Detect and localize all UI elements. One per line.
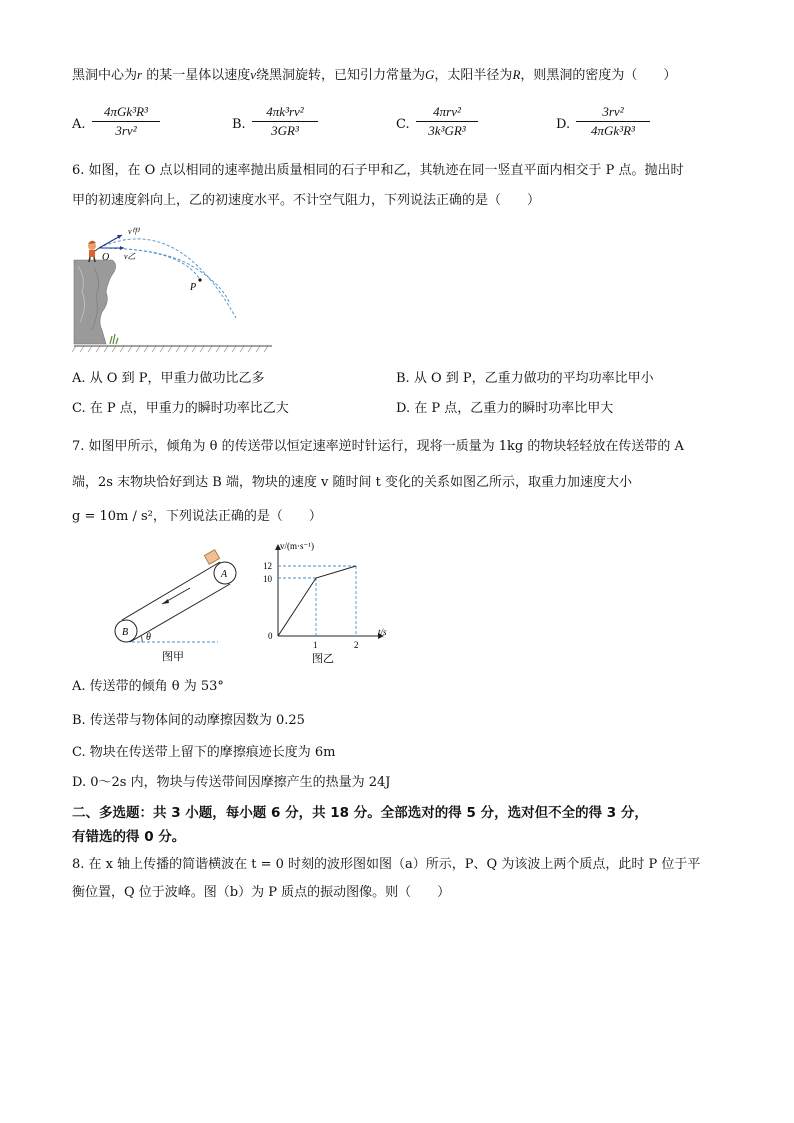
grass xyxy=(110,334,118,344)
belt-top xyxy=(122,562,220,620)
q6-stem-line2: 甲的初速度斜向上，乙的初速度水平。不计空气阻力，下列说法正确的是（ ） xyxy=(72,193,541,208)
q5-option-a-numerator: 4πGk³R³ xyxy=(104,104,148,119)
q8-stem-line1: 8. 在 x 轴上传播的简谐横波在 t = 0 时刻的波形图如图（a）所示，P、Q 为该波上两个质点，此时 P 位于平 xyxy=(72,857,701,872)
q8-stem-line2: 衡位置，Q 位于波峰。图（b）为 P 质点的振动图像。则（ ） xyxy=(72,885,451,900)
y-axis-label: v/(m·s⁻¹) xyxy=(280,541,314,551)
x-axis-label: t/s xyxy=(378,627,387,637)
ytick-0: 0 xyxy=(268,631,273,641)
ytick-12: 12 xyxy=(263,561,272,571)
q5-option-c-denominator: 3k³GR³ xyxy=(428,123,466,138)
q5-option-d-fraction xyxy=(576,104,650,139)
q6-option-d: D. 在 P 点，乙重力的瞬时功率比甲大 xyxy=(396,401,614,416)
q5-option-c-fraction xyxy=(416,104,478,139)
q7-stem-line1: 7. 如图甲所示，倾角为 θ 的传送带以恒定速率逆时针运行，现将一质量为 1kg 的物块轻轻放在传送带的 A xyxy=(72,439,684,454)
xtick-1: 1 xyxy=(313,640,318,650)
q5-option-b-denominator: 3GR³ xyxy=(271,123,299,138)
q7-option-d: D. 0～2s 内，物块与传送带间因摩擦产生的热量为 24J xyxy=(72,775,391,790)
label-theta: θ xyxy=(146,632,151,643)
q7-stem-line3: g = 10m / s²，下列说法正确的是（ ） xyxy=(72,509,322,524)
q5-option-d-numerator: 3rv² xyxy=(602,104,624,119)
q5-option-a-fraction xyxy=(92,104,160,139)
q5-option-d-label: D. xyxy=(556,117,571,132)
q5-option-c-label: C. xyxy=(396,117,410,132)
q6-option-a: A. 从 O 到 P，甲重力做功比乙多 xyxy=(72,371,265,386)
q7-option-b: B. 传送带与物体间的动摩擦因数为 0.25 xyxy=(72,713,305,728)
label-o: O xyxy=(102,252,110,263)
q7-figure-jia xyxy=(106,548,246,664)
q7-stem-line2: 端，2s 末物块恰好到达 B 端，物块的速度 v 随时间 t 变化的关系如图乙所示，取重力加速度大小 xyxy=(72,475,632,490)
block xyxy=(204,550,219,565)
label-v-yi: v乙 xyxy=(124,252,136,261)
caption-jia: 图甲 xyxy=(162,650,184,663)
q5-option-c-numerator: 4πrv² xyxy=(433,104,461,119)
belt-bottom xyxy=(130,584,230,642)
q7-option-c: C. 物块在传送带上留下的摩擦痕迹长度为 6m xyxy=(72,745,336,760)
q7-figure-yi xyxy=(258,536,398,666)
q5-option-a-denominator: 3rv² xyxy=(115,123,137,138)
q5-option-b-fraction xyxy=(252,104,318,139)
q5-option-a-label: A. xyxy=(72,117,86,132)
q6-option-b: B. 从 O 到 P，乙重力做功的平均功率比甲小 xyxy=(396,371,654,386)
q6-stem-line1: 6. 如图，在 O 点以相同的速率抛出质量相同的石子甲和乙，其轨迹在同一竖直平面内相交于 P 点。抛出时 xyxy=(72,163,684,178)
cliff-shape xyxy=(74,260,116,344)
xtick-2: 2 xyxy=(354,640,359,650)
q5-option-b-label: B. xyxy=(232,117,246,132)
q5-option-d-denominator: 4πGk³R³ xyxy=(591,123,635,138)
label-v-jia: v甲 xyxy=(128,227,140,236)
q5-stem: 黑洞中心为r 的某一星体以速度v绕黑洞旋转，已知引力常量为G，太阳半径为R，则黑洞的密度为（ ） xyxy=(72,67,677,83)
q6-option-c: C. 在 P 点，甲重力的瞬时功率比乙大 xyxy=(72,401,289,416)
point-p xyxy=(198,278,201,281)
caption-yi: 图乙 xyxy=(312,652,334,665)
section2-heading-line2: 有错选的得 0 分。 xyxy=(72,829,186,845)
label-a: A xyxy=(221,569,228,580)
label-p: P xyxy=(190,282,197,293)
section2-heading-line1: 二、多选题：共 3 小题，每小题 6 分，共 18 分。全部选对的得 5 分，选对但不全的得 3 分， xyxy=(72,805,648,821)
ytick-10: 10 xyxy=(263,574,272,584)
thrower-figure xyxy=(88,241,99,262)
q5-option-b-numerator: 4πk³rv² xyxy=(266,104,304,119)
trajectory-jia xyxy=(99,239,236,318)
q6-figure xyxy=(72,222,274,354)
q7-option-a: A. 传送带的倾角 θ 为 53° xyxy=(72,679,224,694)
label-b: B xyxy=(122,627,129,638)
v-t-line xyxy=(278,566,356,636)
